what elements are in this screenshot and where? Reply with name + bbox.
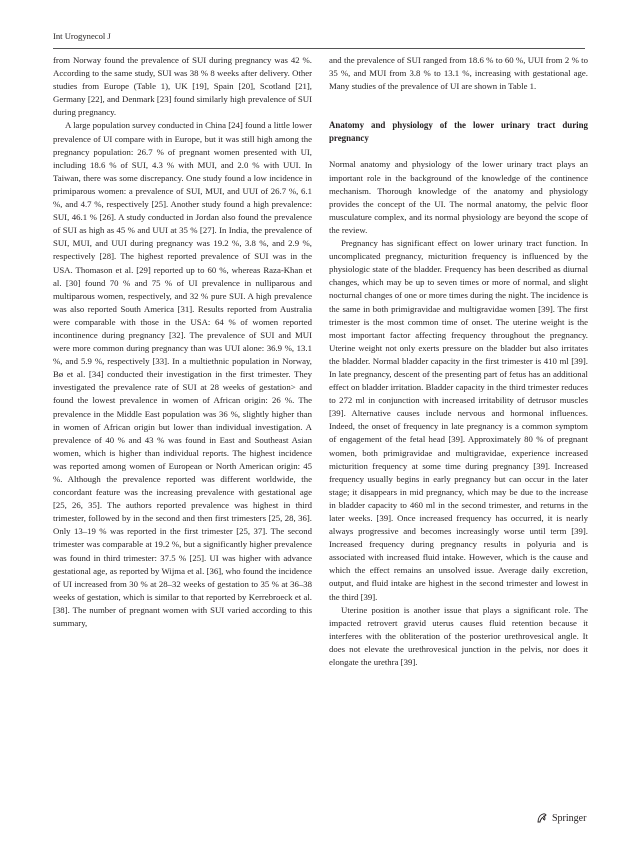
body-paragraph: A large population survey conducted in China [24] found a little lower prevalence of UI compare with in Europe, but it was still high among the pregnancy population: 26.7 % of pregnant women presented with UI, including 18.6 % of SUI, 4.3 % with MUI, and 2.0 % with UUI. In Taiwan, there was some discrepancy. One study found a low incidence in primiparous women: a prevalence of SUI, MUI, and UUI of 26.7 %, 6.1 %, and 4.7 %, respectively [25]. Another study found a high prevalence: SUI, 46.1 % [26]. A study conducted in Jordan also found the prevalence of SUI as high as 45 % and UUI at 35 % [27]. In India, the prevalence of SUI, MUI, and UUI during pregnancy was 19.2 %, 3.8 %, and 2.9 %, respectively [28]. The highest reported prevalence of SUI was in the USA. Thomason et al. [29] reported up to 60 %, whereas Raza-Khan et al. [30] found 70 % and 75 % of UI prevalence in nulliparous and multiparous women, respectively, and 32 % pure SUI. A high prevalence was also reported South America [31]. Results reported from Australia were comparable with those in the USA: 64 % of women reported incontinence during pregnancy [32]. The prevalence of SUI and MUI were more common during pregnancy than was UUI alone: 36.9 %, 13.1 %, and 5.9 %, respectively [33]. In a multiethnic population in Norway, Bø et al. [34] conducted their investigation in the first trimester. They investigated the prevalence rate of SUI at 28 weeks of gestation> and found the lowest prevalence in women of African origin: 26 %. The prevalence in the Middle East population was 36 %, slightly higher than in women of African origin but lower than individual investigation. A prevalence of 40 % and 43 % was found in East and Southeast Asian women, which is higher than individual reports. The highest incidence was reported among women of European or North American origin: 45 %. Although the prevalence reported was different worldwide, the concordant feature was the increasing prevalence with gestational age [25, 26, 35]. The authors reported prevalence was highest in third trimester, followed by in the second and then first trimesters [25, 28, 36]. Only 13–19 % was reported in the first trimester [25, 37]. The second trimester was comparable at 19.2 %, but a significantly higher prevalence was found in third trimester: 37.5 % [25]. UI was higher with advance gestational age, as reported by Wijma et al. [36], who found the incidence of UI increased from 30 % at 28–32 weeks of gestation to 35 % at 36–38 weeks of gestation, which is similar to that reported by Kerrebroeck et al. [38]. The number of pregnant women with SUI varied according to this summary, bbox=[53, 120, 312, 629]
publisher-name: Springer bbox=[552, 812, 587, 824]
header-rule bbox=[53, 48, 585, 49]
body-paragraph: from Norway found the prevalence of SUI during pregnancy was 42 %. According to the same study, SUI was 38 % 8 weeks after delivery. Other studies from Europe (Table 1), UK [19], Spain [20], Scotland [21], Germany [22], and Denmark [23] found similarly high prevalence of SUI during pregnancy. bbox=[53, 55, 312, 118]
right-column bbox=[329, 54, 588, 669]
springer-horse-icon bbox=[536, 812, 548, 824]
body-paragraph: and the prevalence of SUI ranged from 18.6 % to 60 %, UUI from 2 % to 35 %, and MUI from 3.8 % to 13.1 %, increasing with gestational age. Many studies of the prevalence of UI are shown in Table 1. bbox=[329, 55, 588, 92]
left-column bbox=[53, 54, 312, 630]
body-paragraph: Uterine position is another issue that plays a significant role. The impacted retrovert gravid uterus causes fluid retention because it interferes with the obliteration of the posterior urethrovesical angle. It does not elevate the urethrovesical junction in the pelvis, nor does it elongate the urethra [39]. bbox=[329, 604, 588, 668]
body-paragraph: Pregnancy has significant effect on lower urinary tract function. In uncomplicated pregnancy, micturition frequency is influenced by the physiologic state of the bladder. Frequency has been described as diurnal changes, which may be up to seven times or more of normal, and slight nocturnal changes of one or more times during the night. The incidence is the same in both primigravidae and multigravidae women [39]. The first trimester is the most common time of onset. The uterine weight is the most important factor affecting frequency throughout the pregnancy. Uterine weight not only exerts pressure on the bladder but also irritates the bladder. Normal bladder capacity in the first trimester is 410 ml [39]. In late pregnancy, descent of the presenting part of fetus has an additional effect on bladder irritation. Bladder capacity in the third trimester reduces to 272 ml in conjunction with increased irritability of detrusor muscles [39]. Alternative causes include nervous and hormonal influences. Indeed, the onset of frequency in late pregnancy is a common symptom of engagement of the fetal head [39]. Approximately 80 % of pregnant women, both primigravidae and multigravidae, experience increased micturition frequency at some time during pregnancy [39]. Increased frequency usually begins in early pregnancy but can occur in the later stage; it disappears in mid pregnancy, which may be due to the increase in bladder capacity to 460 ml in the second trimester, and returns in the later weeks. [39]. Once increased frequency has occurred, it is nearly always progressive and becomes increasingly worse until term [39]. Increased frequency during pregnancy results in polyuria and is associated with increased fluid intake. However, which is the cause and which the effect remains an unsolved issue. Average daily excretion, output, and fluid intake are highest in the second trimester and lowest in the third [39]. bbox=[329, 238, 588, 602]
section-heading: Anatomy and physiology of the lower urinary tract during pregnancy bbox=[329, 120, 588, 144]
publisher-footer bbox=[536, 812, 586, 824]
body-paragraph: Normal anatomy and physiology of the lower urinary tract plays an important role in the background of the knowledge of the continence mechanism. Thorough knowledge of the anatomy and physiology provides the concept of the UI. The normal anatomy, the pelvic floor musculature complex, and its normal physiology are beyond the scope of the review. bbox=[329, 159, 588, 235]
running-header: Int Urogynecol J bbox=[53, 31, 111, 41]
